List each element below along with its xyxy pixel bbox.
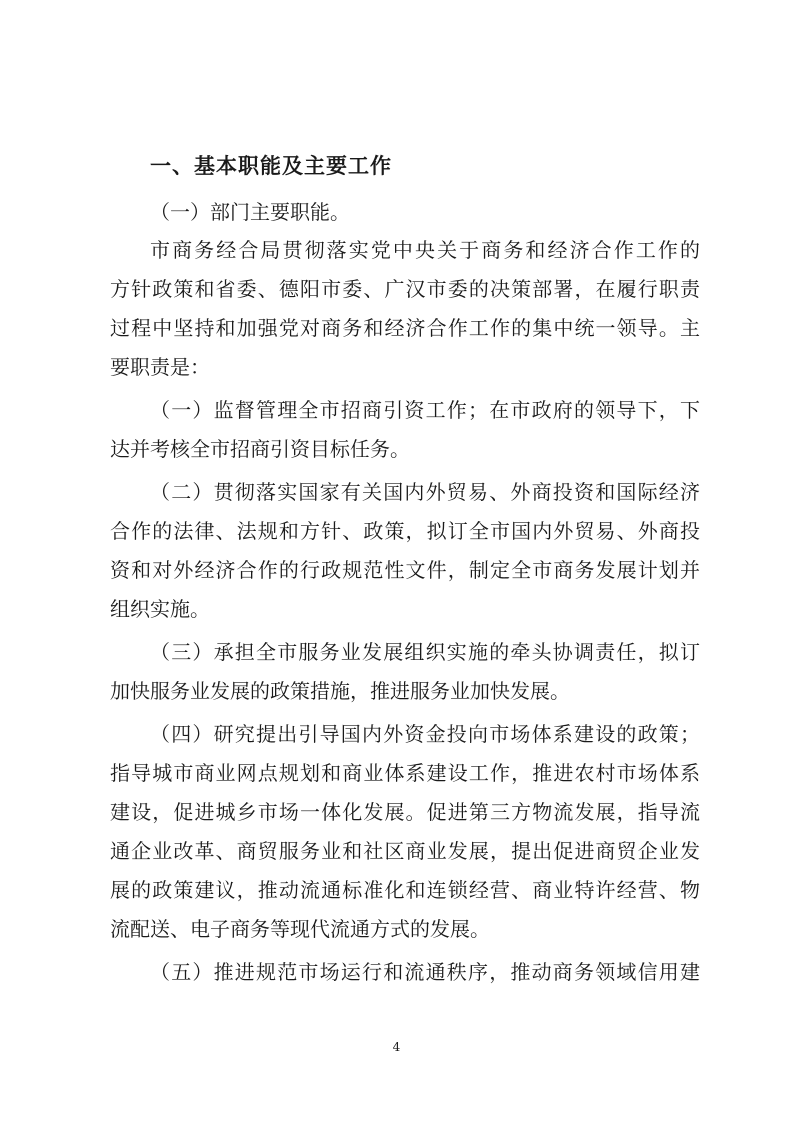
paragraph-line: 资和对外经济合作的行政规范性文件，制定全市商务发展计划并 [110, 558, 700, 582]
paragraph-line: 方针政策和省委、德阳市委、广汉市委的决策部署，在履行职责 [110, 277, 700, 301]
paragraph-line: 指导城市商业网点规划和商业体系建设工作，推进农村市场体系 [110, 761, 700, 785]
page-number: 4 [392, 1040, 401, 1054]
paragraph-line: （四）研究提出引导国内外资金投向市场体系建设的政策； [150, 722, 700, 746]
paragraph-line: 要职责是： [110, 355, 210, 379]
paragraph-line: （五）推进规范市场运行和流通秩序，推动商务领域信用建 [150, 960, 700, 984]
section-heading: 一、基本职能及主要工作 [150, 154, 392, 178]
paragraph-line: 加快服务业发展的政策措施，推进服务业加快发展。 [110, 679, 570, 703]
paragraph-line: 达并考核全市招商引资目标任务。 [110, 437, 410, 461]
subsection-title: （一）部门主要职能。 [150, 200, 350, 224]
paragraph-line: 合作的法律、法规和方针、政策，拟订全市国内外贸易、外商投 [110, 519, 700, 543]
paragraph-line: 流配送、电子商务等现代流通方式的发展。 [110, 917, 490, 941]
paragraph-line: （二）贯彻落实国家有关国内外贸易、外商投资和国际经济 [150, 480, 700, 504]
paragraph-line: 展的政策建议，推动流通标准化和连锁经营、商业特许经营、物 [110, 878, 700, 902]
paragraph-line: （一）监督管理全市招商引资工作；在市政府的领导下，下 [150, 398, 700, 422]
paragraph-line: 通企业改革、商贸服务业和社区商业发展，提出促进商贸企业发 [110, 839, 700, 863]
paragraph-line: 建设，促进城乡市场一体化发展。促进第三方物流发展，指导流 [110, 800, 700, 824]
paragraph-line: （三）承担全市服务业发展组织实施的牵头协调责任，拟订 [150, 640, 700, 664]
paragraph-line: 组织实施。 [110, 597, 210, 621]
paragraph-line: 市商务经合局贯彻落实党中央关于商务和经济合作工作的 [150, 238, 700, 262]
paragraph-line: 过程中坚持和加强党对商务和经济合作工作的集中统一领导。主 [110, 316, 700, 340]
